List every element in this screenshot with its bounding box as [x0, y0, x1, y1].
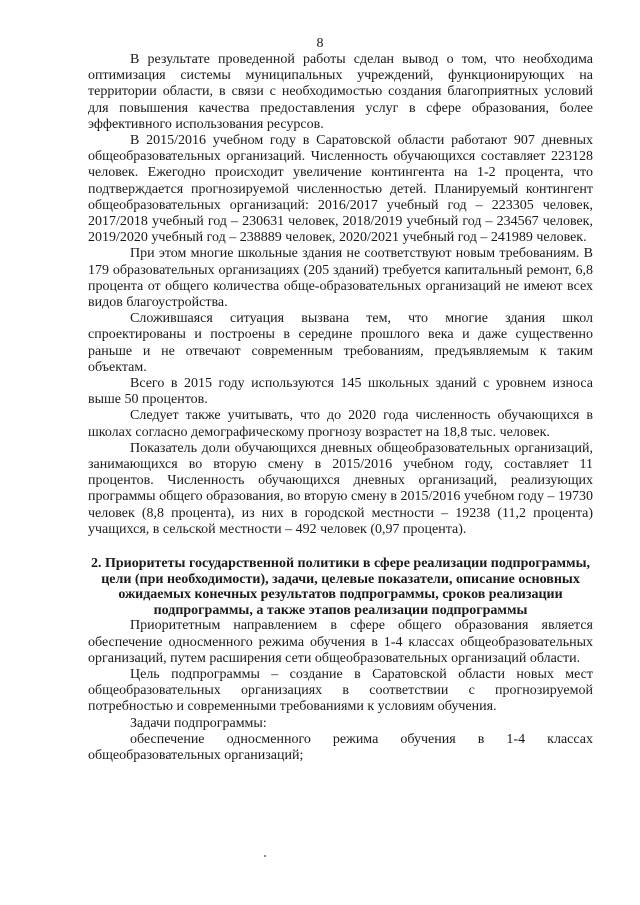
section-heading: 2. Приоритеты государственной политики в сфере реализации подпрограммы, цели (при необходимости), задачи, целевые показатели, описание основных ожидаемых конечных результатов подпрограммы, сроков реализации подпрограммы, а также этапов реализации подпрограммы	[90, 556, 591, 618]
paragraph-tasks-label: Задачи подпрограммы:	[130, 715, 267, 731]
paragraph-subprogram-goal: Цель подпрограммы – создание в Саратовской области новых мест общеобразовательных организациях в соответствии с прогнозируемой потребностью и современными требованиями к условиям обучения.	[88, 667, 593, 715]
paragraph-priority-direction: Приоритетным направлением в сфере общего образования является обеспечение односменного режима обучения в 1-4 классах общеобразовательных организаций, путем расширения сети общеобразовательных организаций области.	[88, 618, 593, 666]
scan-speck	[264, 855, 266, 857]
paragraph-school-statistics: В 2015/2016 учебном году в Саратовской области работают 907 дневных общеобразовательных организаций. Численность обучающихся составляет 223128 человек. Ежегодно происходит увеличение контингента на 1-2 процента, что подтверждается прогнозируемой численностью детей. Планируемый контингент общеобразовательных организаций: 2016/2017 учебный год – 223305 человек, 2017/2018 учебный год – 230631 человек, 2018/2019 учебный год – 234567 человек, 2019/2020 учебный год – 238889 человек, 2020/2021 учебный год – 241989 человек.	[88, 133, 593, 246]
paragraph-demographic-forecast: Следует также учитывать, что до 2020 года численность обучающихся в школах согласно демографическому прогнозу возрастет на 18,8 тыс. человек.	[88, 408, 593, 440]
page-number: 8	[316, 36, 324, 51]
paragraph-second-shift: Показатель доли обучающихся дневных общеобразовательных организаций, занимающихся во вторую смену в 2015/2016 учебном году, составляет 11 процентов. Численность обучающихся дневных организаций, реализующих программы общего образования, во вторую смену в 2015/2016 учебном году – 19730 человек (8,8 процента), из них в городской местности – 19238 (11,2 процента) учащихся, в сельской местности – 492 человек (0,97 процента).	[88, 440, 593, 537]
paragraph-situation-cause: Сложившаяся ситуация вызвана тем, что многие здания школ спроектированы и построены в середине прошлого века и даже существенно раньше и не отвечают современным требованиям, предъявляемым к таким объектам.	[88, 311, 593, 375]
paragraph-task-single-shift: обеспечение односменного режима обучения в 1-4 классах общеобразовательных организаций;	[88, 731, 593, 764]
paragraph-building-wear: Всего в 2015 году используются 145 школьных зданий с уровнем износа выше 50 процентов.	[88, 376, 593, 408]
document-body	[88, 52, 593, 764]
paragraph-building-requirements: При этом многие школьные здания не соответствуют новым требованиям. В 179 образовательных организациях (205 зданий) требуется капитальный ремонт, 6,8 процента от общего количества обще-образовательных организаций не имеют всех видов благоустройства.	[88, 246, 593, 311]
paragraph-optimization-conclusion: В результате проведенной работы сделан вывод о том, что необходима оптимизация системы муниципальных учреждений, функционирующих на территории области, в связи с необходимостью создания благоприятных условий для повышения качества предоставления услуг в сфере образования, более эффективного использования ресурсов.	[88, 52, 593, 132]
